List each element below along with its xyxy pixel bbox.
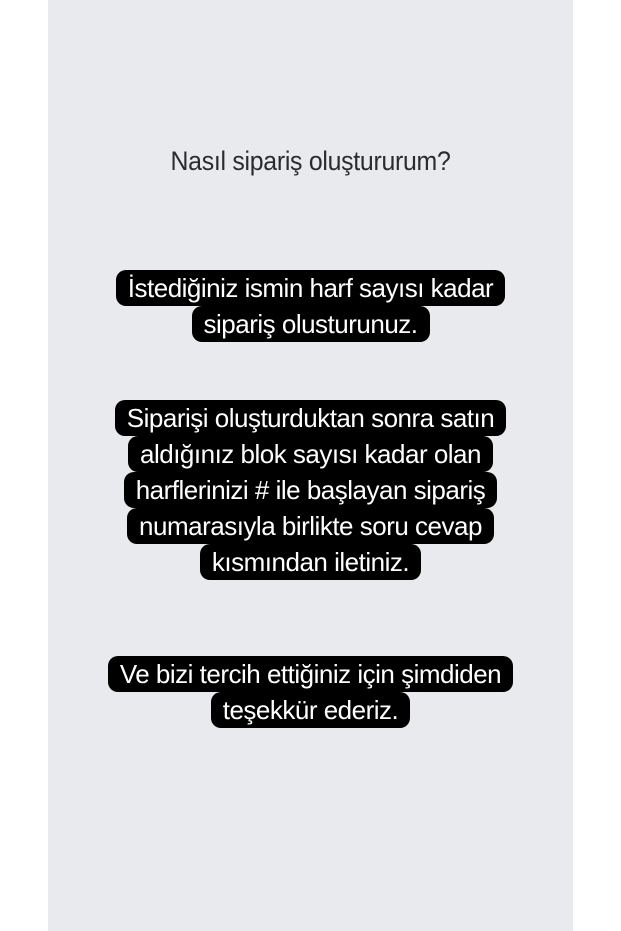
- highlight-text-line: aldığınız blok sayısı kadar olan: [128, 436, 493, 472]
- highlight-text-line: kısmından iletiniz.: [200, 544, 421, 580]
- highlight-text-line: harflerinizi # ile başlayan sipariş: [124, 472, 498, 508]
- highlight-text-line: İstediğiniz ismin harf sayısı kadar: [116, 270, 505, 306]
- instruction-block-2: [48, 400, 573, 580]
- highlight-text-line: numarasıyla birlikte soru cevap: [127, 508, 494, 544]
- highlight-text-line: teşekkür ederiz.: [211, 692, 411, 728]
- thanks-block: [48, 656, 573, 728]
- instruction-block-1: [48, 270, 573, 342]
- story-canvas: [48, 0, 573, 931]
- highlight-text-line: Ve bizi tercih ettiğiniz için şimdiden: [108, 656, 513, 692]
- highlight-text-line: Siparişi oluşturduktan sonra satın: [115, 400, 506, 436]
- highlight-text-line: sipariş olusturunuz.: [192, 306, 430, 342]
- question-title: Nasıl sipariş oluştururum?: [170, 146, 451, 176]
